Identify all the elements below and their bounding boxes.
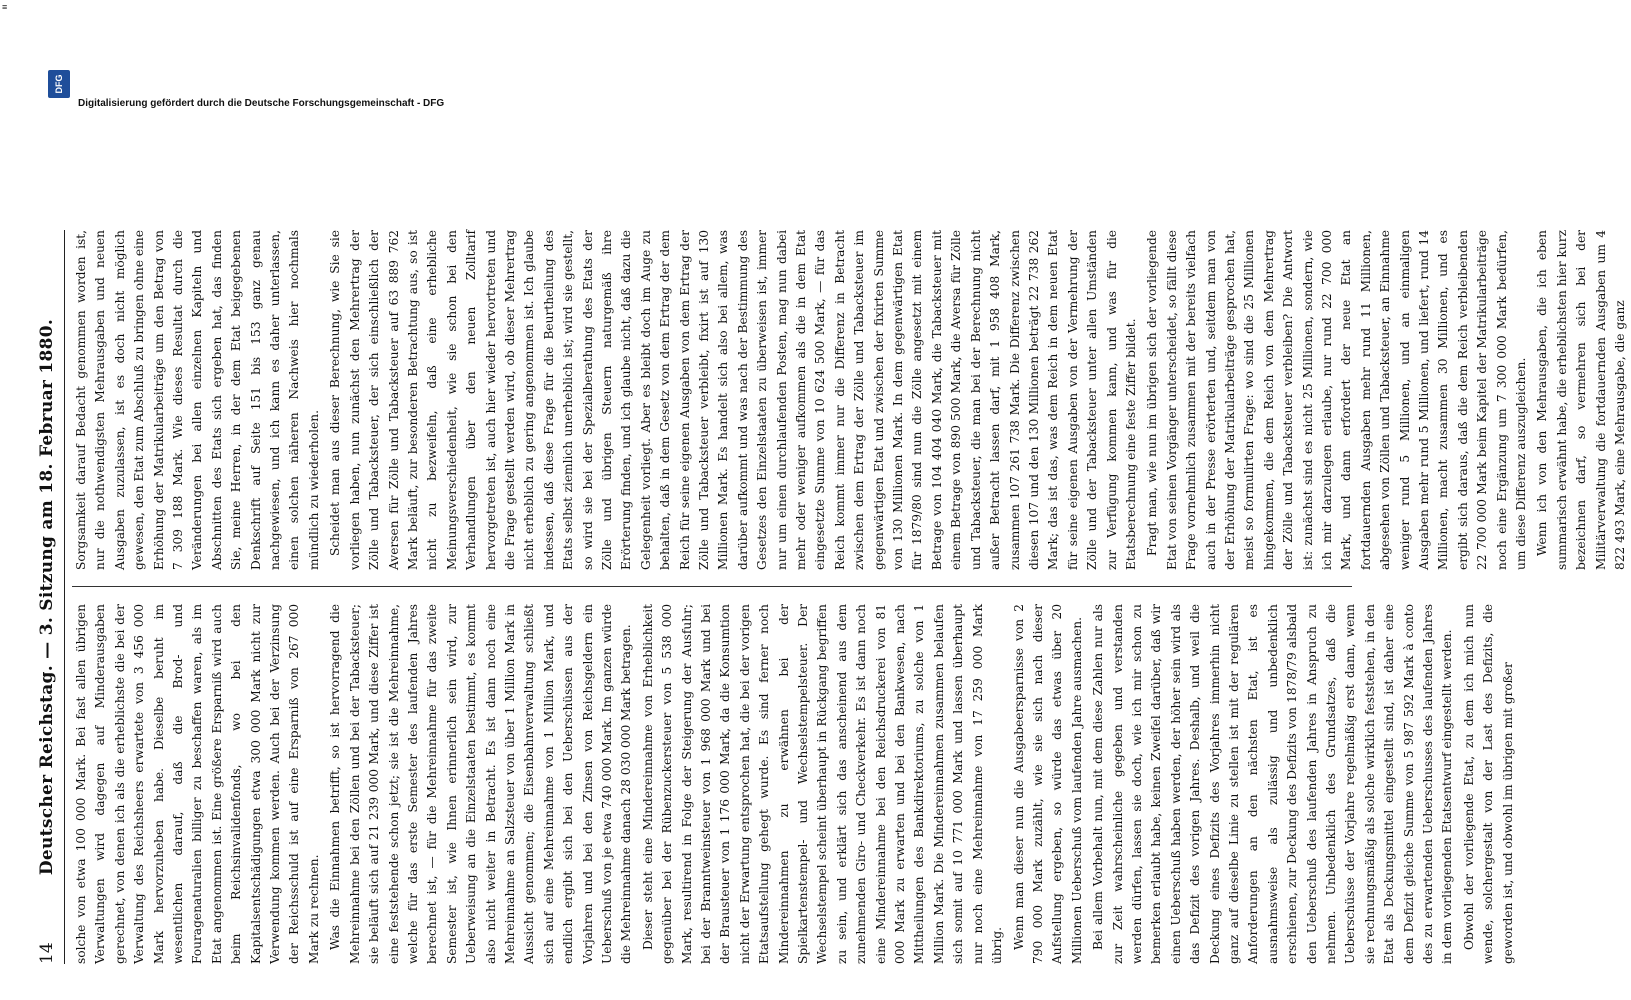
corner-mark: ≡ — [2, 2, 8, 12]
dfg-logo-badge: DFG — [48, 70, 70, 98]
page-number: 14 — [37, 942, 57, 964]
paragraph: Obwohl der vorliegende Etat, zu dem ich mich nun wende, solchergestalt von der Last des Defizits, die geworden ist, und obwohl im übrigen mit großer — [1461, 604, 1515, 964]
running-head — [30, 230, 65, 964]
paragraph: Sorgsamkeit darauf Bedacht genommen worden ist, nur die nothwendigsten Mehrausgaben und neuen Ausgaben zuzulassen, ist es doch nicht möglich gewesen, den Etat zum Abschluß zu bringen ohne eine Erhöhung der Matrikularbeiträge um den Betrag von 7 309 188 Mark. Wie dieses Resultat durch die Veränderungen bei allen einzelnen Kapiteln und Abschnitten des Etats sich ergeben hat, das finden Sie, meine Herren, in der dem Etat beigegebenen Denkschrift auf Seite 151 bis 153 ganz genau nachgewiesen, und ich kann es daher unterlassen, einen solchen näheren Nachweis hier nochmals mündlich zu wiederholen. — [74, 230, 321, 570]
paragraph: Dieser steht eine Mindereinnahme von Erheblichkeit gegenüber bei der Rübenzuckersteuer von 5 538 000 Mark, resultirend in Folge der Steigerung der Ausfuhr; bei der Branntweinsteuer von 1 968 000 Mark und bei der Brausteuer von 1 176 000 Mark, da die Konsumtion nicht der Erwartung entsprochen hat, die bei der vorigen Etatsaufstellung gehegt wurde. Es sind ferner noch Mindereinnahmen zu erwähnen bei der Spielkartenstempel- und Wechselstempelsteuer. Der Wechselstempel scheint überhaupt in Rückgang begriffen zu sein, und erklärt sich das anscheinend aus dem zunehmenden Giro- und Checkverkehr. Es ist dann noch eine Mindereinnahme bei den Reichsdruckerei von 81 000 Mark zu erwarten und bei den Bankwesen, nach Mittheilungen des Bankdirektoriums, zu solche von 1 Million Mark. Die Mindereinnahmen zusammen belaufen sich somit auf 10 771 000 Mark und lassen überhaupt nur noch eine Mehreinnahme von 17 259 000 Mark übrig. — [640, 604, 1005, 964]
column-divider — [72, 586, 1352, 587]
right-column — [72, 230, 1628, 570]
paragraph: Fragt man, wie nun im übrigen sich der vorliegende Etat von seinen Vorgänger unterscheidet, so fällt diese Frage vornehmlich zusammen mit der bereits vielfach auch in der Presse erörterten und, seitdem man von der Erhöhung der Matrikularbeiträge gesprochen hat, meist so formulirten Frage: wo sind die 25 Millionen hingekommen, die dem Reich von dem Mehrertrag der Zölle und Tabacksteuer verbleiben? Die Antwort ist: zunächst sind es nicht 25 Millionen, sondern, wie ich mir darzulegen erlaube, nur rund 22 700 000 Mark, und dann erfordert der neue Etat an fortdauernden Ausgaben mehr rund 11 Millionen, abgesehen von Zöllen und Tabacksteuer, an Einnahme weniger rund 5 Millionen, und an einmaligen Ausgaben mehr rund 5 Millionen, und liefert, rund 14 Millionen, macht zusammen 30 Millionen, und es ergibt sich daraus, daß die dem Reich verbleibenden 22 700 000 Mark beim Kapitel der Matrikularbeiträge noch eine Ergänzung um 7 300 000 Mark bedürfen, um diese Differenz auszugleichen. — [1145, 230, 1529, 570]
digitization-note: Digitalisierung gefördert durch die Deutsche Forschungsgemeinschaft - DFG — [78, 98, 445, 109]
paragraph: Wenn ich von den Mehrausgaben, die ich eben summarisch erwähnt habe, die erheblichsten hier kurz bezeichnen darf, so vermehren sich bei der Militärverwaltung die fortdauernden Ausgaben um 4 822 493 Mark, eine Mehrausgabe, die ganz — [1535, 230, 1628, 570]
digitization-sidebar — [40, 20, 1400, 180]
page-title: Deutscher Reichstag. — 3. Sitzung am 18. Februar 1880. — [37, 318, 57, 876]
paragraph: Bei allem Vorbehalt nun, mit dem diese Zahlen nur als zur Zeit wahrscheinliche gegeben und verstanden werden dürfen, lassen sie doch, wie ich mir schon zu bemerken erlaubt habe, keinen Zweifel darüber, daß wir einen Ueberschuß haben werden, der höher sein wird als das Defizit des vorigen Jahres. Deshalb, und weil die Deckung eines Defizits des Vorjahres immerhin nicht ganz auf dieselbe Linie zu stellen ist mit der regulären Anforderungen an den nächsten Etat, ist es ausnahmsweise als zulässig und unbedenklich erschienen, zur Deckung des Defizits von 1878/79 alsbald den Ueberschuß des laufenden Jahres in Anspruch zu nehmen. Unbedenklich des Grundsatzes, daß die Ueberschüsse der Vorjahre regelmäßig erst dann, wenn sie rechnungsmäßig als solche wirklich feststehen, in den Etat als Deckungsmittel eingestellt sind, ist daher eine dem Defizit gleiche Summe von 5 987 592 Mark à conto des zu erwartenden Ueberschusses des laufenden Jahres in dem vorliegenden Etatsentwurf eingestellt werden. — [1091, 604, 1455, 964]
paragraph: solche von etwa 100 000 Mark. Bei fast allen übrigen Verwaltungen wird dagegen auf Minderausgaben gerechnet, von denen ich als die erheblichste die bei der Verwaltung des Reichsheers erwartete von 3 456 000 Mark hervorzuheben habe. Dieselbe beruht im wesentlichen darauf, daß die Brod- und Fouragenaturalien billiger zu beschaffen waren, als im Etat angenommen ist. Eine größere Ersparniß wird auch beim Reichsinvalidenfonds, wo bei den Kapitalsentschädigungen etwa 300 000 Mark nicht zur Verwendung kommen werden. Auch bei der Verzinsung der Reichsschuld ist auf eine Ersparniß von 267 000 Mark zu rechnen. — [74, 604, 321, 964]
paragraph: Scheidet man aus dieser Berechnung, wie Sie sie vorliegen haben, nun zunächst den Mehrertrag der Zölle und Tabacksteuer, der sich einschließlich der Aversen für Zölle und Tabacksteuer auf 63 889 762 Mark beläuft, zur besonderen Betrachtung aus, so ist nicht zu bezweifeln, daß eine erhebliche Meinungsverschiedenheit, wie sie schon bei den Verhandlungen über den neuen Zolltarif hervorgetreten ist, auch hier wieder hervortreten und die Frage gestellt werden wird, ob dieser Mehrertrag nicht erheblich zu gering angenommen ist. Ich glaube indessen, daß diese Frage für die Beurtheilung des Etats selbst ziemlich unerheblich ist; wird sie gestellt, so wird sie bei der Spezialberathung des Etats der Zölle und übrigen Steuern naturgemäß ihre Erörterung finden, und ich glaube nicht, daß dazu die Gelegenheit vorliegt. Aber es bleibt doch im Auge zu behalten, daß in dem Gesetz von dem Ertrag der dem Reich für seine eigenen Ausgaben von dem Ertrag der Zölle und Tabacksteuer verbleibt, fixirt ist auf 130 Millionen Mark. Es handelt sich also bei allem, was darüber aufkommt und was nach der Bestimmung des Gesetzes den Einzelstaaten zu überweisen ist, immer nur um einen durchlaufenden Posten, mag nun dabei mehr oder weniger aufkommen als die in dem Etat eingesetzte Summe von 10 624 500 Mark, — für das Reich kommt immer nur die Differenz in Betracht zwischen dem Ertrag der Zölle und Tabacksteuer im gegenwärtigen Etat und zwischen der fixirten Summe von 130 Millionen Mark. In dem gegenwärtigen Etat für 1879/80 sind nun die Zölle angesetzt mit einem Betrage von 104 404 040 Mark, die Tabacksteuer mit einem Betrage von 890 500 Mark, die Aversa für Zölle und Tabacksteuer, die man bei der Berechnung nicht außer Betracht lassen darf, mit 1 958 408 Mark, zusammen 107 261 738 Mark. Die Differenz zwischen diesen 107 und den 130 Millionen beträgt 22 738 262 Mark; das ist das, was dem Reich in dem neuen Etat für seine eigenen Ausgaben von der Vermehrung der Zölle und der Tabacksteuer unter allen Umständen zur Verfügung kommen kann, und was für die Etatsberechnung eine feste Ziffer bildet. — [328, 230, 1138, 570]
paragraph: Was die Einnahmen betrifft, so ist hervorragend die Mehreinnahme bei den Zöllen und bei der Tabacksteuer; sie beläuft sich auf 21 239 000 Mark, und diese Ziffer ist eine feststehende schon jetzt; sie ist die Mehreinnahme, welche für das erste Semester des laufenden Jahres berechnet ist, — für die Mehreinnahme für das zweite Semester ist, wie Ihnen erinnerlich sein wird, zur Ueberweisung an die Einzelstaaten bestimmt, es kommt also nicht weiter in Betracht. Es ist dann noch eine Mehreinnahme an Salzsteuer von über 1 Million Mark in Aussicht genommen; die Eisenbahnverwaltung schließt sich auf eine Mehreinnahme von 1 Million Mark, und endlich ergibt sich bei den Ueberschüssen aus der Vorjahren und bei den Zinsen von Reichsgeldern ein Ueberschuß von je etwa 740 000 Mark. Im ganzen würde die Mehreinnahme danach 28 030 000 Mark betragen. — [328, 604, 634, 964]
paragraph: Wenn man dieser nun die Ausgabeersparnisse von 2 790 000 Mark zuzählt, wie sie sich nach dieser Aufstellung ergeben, so würde das etwas über 20 Millionen Ueberschuß vom laufenden Jahre ausmachen. — [1011, 604, 1084, 964]
left-column — [72, 604, 1515, 964]
